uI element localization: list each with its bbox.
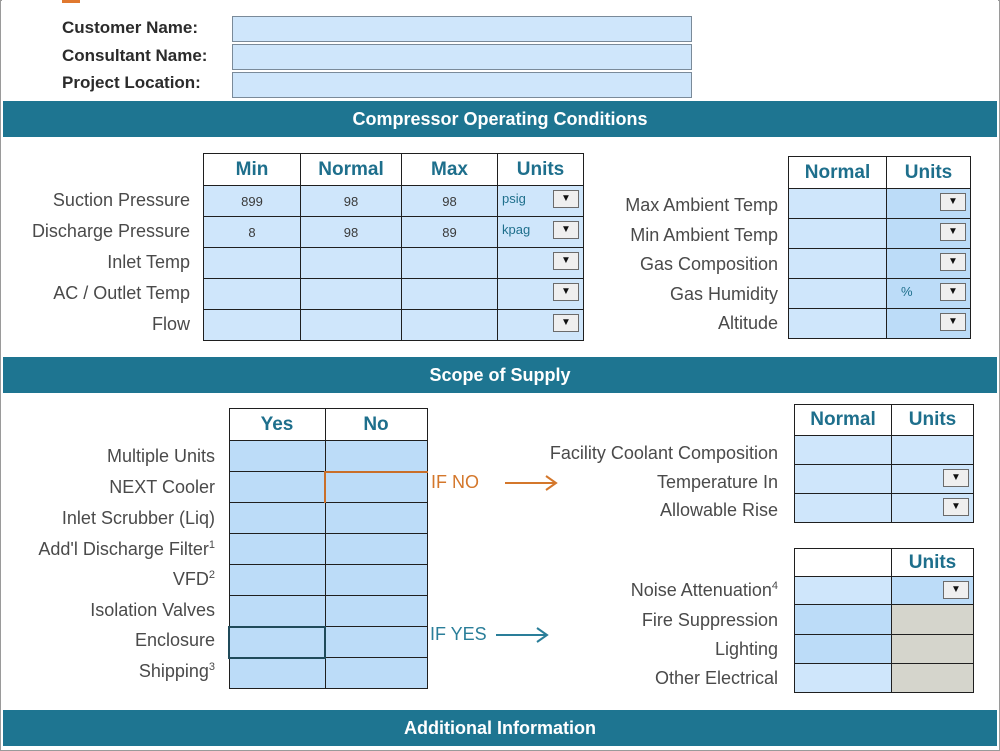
suction-units-select[interactable]	[498, 186, 584, 217]
temperature-in-units-select[interactable]	[892, 465, 974, 494]
coolant-composition-units-cell[interactable]	[892, 436, 974, 465]
chevron-down-icon[interactable]: ▼	[940, 193, 966, 211]
noise-attenuation-text: Noise Attenuation	[630, 580, 772, 600]
discharge-max-cell[interactable]: 89	[402, 217, 498, 248]
row-label-max-ambient-temp: Max Ambient Temp	[625, 195, 778, 215]
enclosure-no-cell[interactable]	[325, 627, 427, 658]
if-no-label: IF NO	[431, 472, 479, 492]
row-label-other-electrical: Other Electrical	[654, 668, 778, 688]
arrow-right-icon	[503, 473, 561, 493]
other-electrical-units-disabled	[892, 664, 974, 693]
section-compressor-header: Compressor Operating Conditions	[3, 101, 997, 137]
col-header-normal: Normal	[301, 154, 402, 186]
max-ambient-normal-cell[interactable]	[789, 189, 887, 219]
row-label-suction-pressure: Suction Pressure	[52, 190, 190, 210]
section-additional-header: Additional Information	[3, 710, 997, 746]
ambient-col-header-units: Units	[887, 157, 971, 189]
inlet-temp-min-cell[interactable]	[204, 248, 301, 279]
project-location-label: Project Location:	[62, 73, 201, 92]
suction-max-cell[interactable]: 98	[402, 186, 498, 217]
inlet-scrubber-yes-cell[interactable]	[229, 503, 325, 534]
next-cooler-yes-cell[interactable]	[229, 472, 325, 503]
chevron-down-icon[interactable]: ▼	[943, 581, 969, 599]
row-label-min-ambient-temp: Min Ambient Temp	[630, 225, 778, 245]
chevron-down-icon[interactable]: ▼	[940, 223, 966, 241]
row-label-shipping	[139, 661, 215, 682]
ambient-conditions-table	[788, 156, 971, 339]
row-label-discharge-filter	[38, 539, 215, 560]
suction-min-cell[interactable]: 899	[204, 186, 301, 217]
lighting-cell[interactable]	[795, 635, 892, 664]
flow-normal-cell[interactable]	[301, 310, 402, 341]
chevron-down-icon[interactable]: ▼	[940, 313, 966, 331]
options-col-header-units: Units	[892, 549, 974, 577]
vfd-no-cell[interactable]	[325, 565, 427, 596]
row-label-gas-composition: Gas Composition	[639, 254, 778, 274]
shipping-yes-cell[interactable]	[229, 658, 325, 689]
isolation-valves-no-cell[interactable]	[325, 596, 427, 627]
discharge-filter-yes-cell[interactable]	[229, 534, 325, 565]
options-table	[794, 548, 974, 693]
chevron-down-icon[interactable]: ▼	[553, 221, 579, 239]
suction-units-value: psig	[502, 191, 526, 206]
chevron-down-icon[interactable]: ▼	[940, 253, 966, 271]
flow-units-select[interactable]	[498, 310, 584, 341]
row-label-enclosure: Enclosure	[134, 630, 215, 650]
footnote-marker: 3	[208, 661, 215, 673]
lighting-units-disabled	[892, 635, 974, 664]
allowable-rise-normal-cell[interactable]	[795, 494, 892, 523]
chevron-down-icon[interactable]: ▼	[553, 314, 579, 332]
col-header-min: Min	[204, 154, 301, 186]
row-label-vfd	[173, 569, 215, 590]
inlet-scrubber-no-cell[interactable]	[325, 503, 427, 534]
coolant-col-header-normal: Normal	[795, 405, 892, 436]
row-label-isolation-valves: Isolation Valves	[90, 600, 215, 620]
outlet-temp-normal-cell[interactable]	[301, 279, 402, 310]
discharge-filter-no-cell[interactable]	[325, 534, 427, 565]
min-ambient-units-select[interactable]	[887, 219, 971, 249]
altitude-units-select[interactable]	[887, 309, 971, 339]
operating-conditions-table	[203, 153, 584, 341]
fire-suppression-cell[interactable]	[795, 605, 892, 635]
gas-humidity-normal-cell[interactable]	[789, 279, 887, 309]
options-header-blank	[795, 549, 892, 577]
row-label-lighting: Lighting	[714, 639, 778, 659]
gas-humidity-units-value: %	[901, 284, 913, 299]
allowable-rise-units-select[interactable]	[892, 494, 974, 523]
row-label-inlet-temp: Inlet Temp	[107, 252, 190, 272]
outlet-temp-min-cell[interactable]	[204, 279, 301, 310]
row-label-inlet-scrubber: Inlet Scrubber (Liq)	[61, 508, 215, 528]
scope-col-header-yes: Yes	[229, 409, 325, 441]
next-cooler-no-cell[interactable]	[325, 472, 427, 503]
max-ambient-units-select[interactable]	[887, 189, 971, 219]
chevron-down-icon[interactable]: ▼	[553, 190, 579, 208]
coolant-col-header-units: Units	[892, 405, 974, 436]
other-electrical-cell[interactable]	[795, 664, 892, 693]
footnote-marker: 2	[208, 569, 215, 581]
enclosure-yes-cell[interactable]	[229, 627, 325, 658]
chevron-down-icon[interactable]: ▼	[943, 498, 969, 516]
discharge-units-select[interactable]	[498, 217, 584, 248]
col-header-max: Max	[402, 154, 498, 186]
scope-of-supply-table	[228, 408, 428, 689]
coolant-table	[794, 404, 974, 523]
chevron-down-icon[interactable]: ▼	[553, 252, 579, 270]
inlet-temp-max-cell[interactable]	[402, 248, 498, 279]
min-ambient-normal-cell[interactable]	[789, 219, 887, 249]
footnote-marker: 1	[208, 539, 215, 551]
fire-suppression-units-disabled	[892, 605, 974, 635]
vfd-text: VFD	[172, 569, 209, 589]
title-fragment	[62, 0, 80, 3]
row-label-multiple-units: Multiple Units	[106, 446, 215, 466]
consultant-name-label: Consultant Name:	[62, 46, 208, 65]
noise-attenuation-cell[interactable]	[795, 577, 892, 605]
chevron-down-icon[interactable]: ▼	[940, 283, 966, 301]
footnote-marker: 4	[771, 580, 778, 592]
project-location-input[interactable]	[232, 72, 692, 98]
consultant-name-input[interactable]	[232, 44, 692, 70]
inlet-temp-normal-cell[interactable]	[301, 248, 402, 279]
customer-name-label: Customer Name:	[62, 18, 199, 37]
row-label-noise-attenuation	[631, 580, 778, 601]
multiple-units-yes-cell[interactable]	[229, 441, 325, 472]
row-label-discharge-pressure: Discharge Pressure	[31, 221, 190, 241]
row-label-facility-coolant: Facility Coolant Composition	[549, 443, 778, 463]
row-label-altitude: Altitude	[717, 313, 778, 333]
discharge-normal-cell[interactable]: 98	[301, 217, 402, 248]
suction-normal-cell[interactable]: 98	[301, 186, 402, 217]
scope-col-header-no: No	[325, 409, 427, 441]
inlet-temp-units-select[interactable]	[498, 248, 584, 279]
flow-max-cell[interactable]	[402, 310, 498, 341]
row-label-allowable-rise: Allowable Rise	[659, 500, 778, 520]
discharge-units-value: kpag	[502, 222, 531, 237]
shipping-text: Shipping	[138, 661, 209, 681]
row-label-outlet-temp: AC / Outlet Temp	[53, 283, 190, 303]
ambient-col-header-normal: Normal	[789, 157, 887, 189]
row-label-gas-humidity: Gas Humidity	[669, 284, 778, 304]
col-header-units: Units	[498, 154, 584, 186]
row-label-temperature-in: Temperature In	[656, 472, 778, 492]
customer-name-input[interactable]	[232, 16, 692, 42]
outlet-temp-max-cell[interactable]	[402, 279, 498, 310]
row-label-fire-suppression: Fire Suppression	[641, 610, 778, 630]
top-edge	[2, 0, 998, 3]
discharge-filter-text: Add'l Discharge Filter	[38, 539, 209, 559]
noise-attenuation-units-select[interactable]	[892, 577, 974, 605]
row-label-flow: Flow	[151, 314, 190, 334]
discharge-min-cell[interactable]: 8	[204, 217, 301, 248]
chevron-down-icon[interactable]: ▼	[553, 283, 579, 301]
if-yes-label: IF YES	[430, 624, 487, 644]
coolant-composition-normal-cell[interactable]	[795, 436, 892, 465]
vfd-yes-cell[interactable]	[229, 565, 325, 596]
multiple-units-no-cell[interactable]	[325, 441, 427, 472]
chevron-down-icon[interactable]: ▼	[943, 469, 969, 487]
outlet-temp-units-select[interactable]	[498, 279, 584, 310]
section-scope-header: Scope of Supply	[3, 357, 997, 393]
temperature-in-normal-cell[interactable]	[795, 465, 892, 494]
gas-composition-normal-cell[interactable]	[789, 249, 887, 279]
altitude-normal-cell[interactable]	[789, 309, 887, 339]
isolation-valves-yes-cell[interactable]	[229, 596, 325, 627]
arrow-right-icon	[494, 625, 552, 645]
gas-composition-units-select[interactable]	[887, 249, 971, 279]
row-label-next-cooler: NEXT Cooler	[109, 477, 215, 497]
shipping-no-cell[interactable]	[325, 658, 427, 689]
gas-humidity-units-select[interactable]	[887, 279, 971, 309]
flow-min-cell[interactable]	[204, 310, 301, 341]
